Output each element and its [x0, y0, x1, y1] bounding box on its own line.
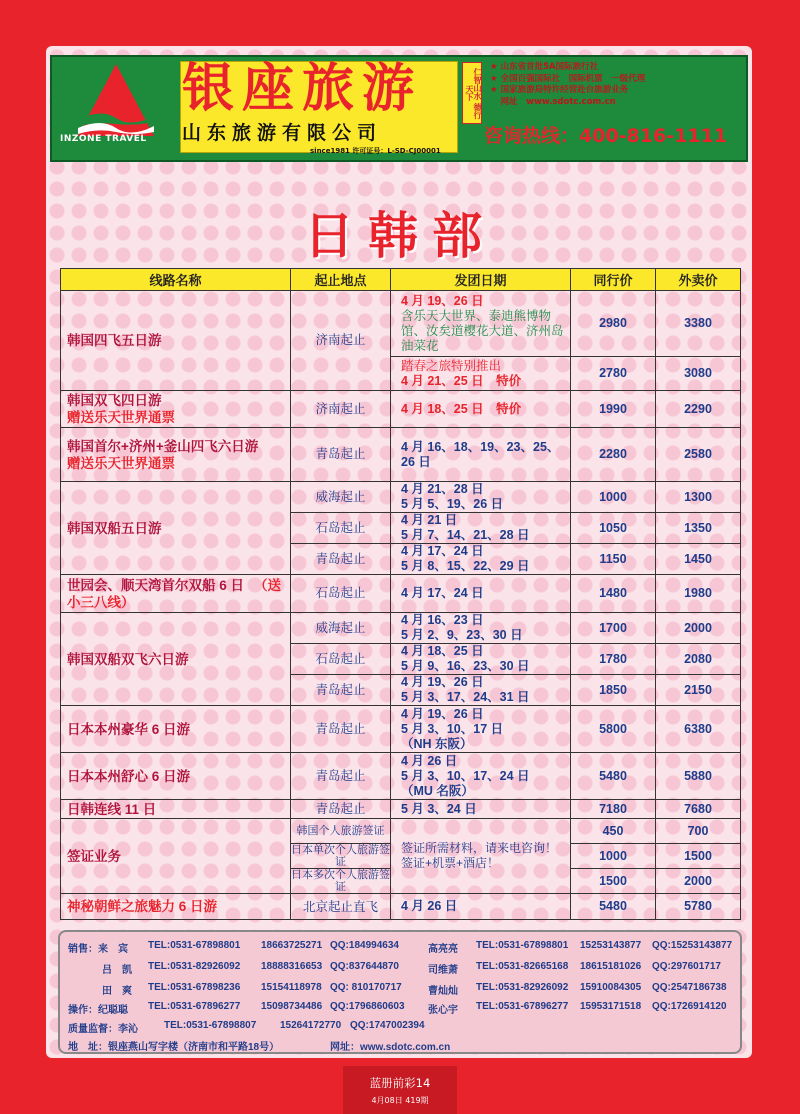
departure-place: 青岛起止 — [291, 544, 391, 575]
departure-dates: 4 月 19、26 日 含乐天大世界、泰迪熊博物馆、汝矣道樱花大道、济州岛油菜花 — [391, 291, 571, 357]
trade-price: 1990 — [571, 391, 656, 428]
retail-price: 2000 — [656, 869, 741, 894]
retail-price: 2290 — [656, 391, 741, 428]
trade-price: 2980 — [571, 291, 656, 357]
contact-box: 销售：来 宾 TEL:0531-67898801 18663725271 QQ:184994634 高亮亮 TEL:0531-67898801 15253143877 QQ:15253143877 吕 凯 TEL:0531-82926092 18888316653 QQ:837644870 司维萧 TEL:0531-82665168 18615181026 QQ:297601717 田 爽 TEL:0531-67898236 15154118978 QQ: 810170717 曹灿灿 TEL:0531-82926092 15910084305 QQ:2547186738 操作：纪聪聪 TEL:0531-67896277 15098734486 QQ:1796860603 张心宇 TEL:0531-67896277 15953171518 QQ:1726914120 质量监督：李沁 TEL:0531-67898807 15264172770 QQ:1747002394 地 址：银座燕山写字楼（济南市和平路18号） 网址：www.sdotc.com.cn — [58, 930, 742, 1054]
column-header: 线路名称 — [61, 269, 291, 291]
page-label: 蓝册前彩14 — [369, 1076, 431, 1090]
retail-price: 6380 — [656, 706, 741, 753]
route-name: 神秘朝鲜之旅魅力 6 日游 — [61, 894, 291, 920]
departure-place: 青岛起止 — [291, 800, 391, 819]
trade-price: 1780 — [571, 644, 656, 675]
route-name: 日本本州舒心 6 日游 — [61, 753, 291, 800]
table-row — [61, 482, 741, 513]
departure-place: 威海起止 — [291, 482, 391, 513]
route-name: 日本本州豪华 6 日游 — [61, 706, 291, 753]
departure-dates: 4 月 18、25 日 5 月 9、16、23、30 日 — [391, 644, 571, 675]
page-title: 日韩部 — [304, 207, 496, 265]
logo-caption: INZONE TRAVEL — [60, 134, 147, 144]
route-name: 韩国四飞五日游 — [61, 291, 291, 391]
page-footer — [343, 1066, 457, 1114]
feature-list — [490, 62, 740, 108]
departure-dates: 5 月 3、24 日 — [391, 800, 571, 819]
retail-price: 3080 — [656, 357, 741, 391]
trade-price: 450 — [571, 819, 656, 844]
trade-price: 1700 — [571, 613, 656, 644]
table-row — [61, 800, 741, 819]
route-name: 日韩连线 11 日 — [61, 800, 291, 819]
departure-dates: 踏春之旅特别推出 4 月 21、25 日 特价 — [391, 357, 571, 391]
tour-price-table — [60, 268, 741, 920]
retail-price: 2080 — [656, 644, 741, 675]
departure-place: 石岛起止 — [291, 644, 391, 675]
departure-dates: 4 月 16、18、19、23、25、26 日 — [391, 428, 571, 482]
retail-price: 1500 — [656, 844, 741, 869]
feature-item: ★ 山东省首批5A国际旅行社 — [490, 62, 599, 72]
retail-price: 2150 — [656, 675, 741, 706]
trade-price: 1000 — [571, 482, 656, 513]
departure-dates: 4 月 26 日 5 月 3、10、17、24 日 （MU 名阪） — [391, 753, 571, 800]
trade-price: 1000 — [571, 844, 656, 869]
departure-dates: 4 月 21、28 日 5 月 5、19、26 日 — [391, 482, 571, 513]
table-row — [61, 706, 741, 753]
retail-price: 3380 — [656, 291, 741, 357]
retail-price: 1450 — [656, 544, 741, 575]
departure-dates: 4 月 21 日 5 月 7、14、21、28 日 — [391, 513, 571, 544]
star-icon: ★ — [490, 85, 498, 95]
trade-price: 2780 — [571, 357, 656, 391]
hotline: 咨询热线：400-816-1111 — [484, 125, 727, 147]
departure-place: 青岛起止 — [291, 428, 391, 482]
trade-price: 5480 — [571, 894, 656, 920]
visa-type: 韩国个人旅游签证 — [291, 819, 391, 844]
table-row — [61, 613, 741, 644]
route-name: 韩国首尔+济州+釜山四飞六日游 赠送乐天世界通票 — [61, 428, 291, 482]
departure-dates: 4 月 16、23 日 5 月 2、9、23、30 日 — [391, 613, 571, 644]
table-row — [61, 291, 741, 357]
departure-place: 济南起止 — [291, 391, 391, 428]
departure-dates: 4 月 17、24 日 5 月 8、15、22、29 日 — [391, 544, 571, 575]
trade-price: 1480 — [571, 575, 656, 613]
visa-type: 日本多次个人旅游签证 — [291, 869, 390, 893]
departure-dates: 4 月 18、25 日 特价 — [391, 391, 571, 428]
column-header: 外卖价 — [656, 269, 741, 291]
departure-place: 青岛起止 — [291, 706, 391, 753]
departure-dates: 4 月 19、26 日 5 月 3、17、24、31 日 — [391, 675, 571, 706]
visa-type: 日本单次个人旅游签证 — [291, 844, 390, 868]
table-row — [61, 428, 741, 482]
brand-name: 银座旅游 — [182, 58, 423, 119]
trade-price: 1050 — [571, 513, 656, 544]
feature-item: ★ 国家旅游局特许经营赴台旅游业务 — [490, 85, 629, 95]
feature-item: 网址 www.sdotc.com.cn — [500, 96, 616, 107]
license-text: since1981 许可证号：L-SD-CJ00001 — [310, 147, 441, 155]
slogan-tag: 仁智山水 德行天下 — [462, 62, 482, 124]
retail-price: 1300 — [656, 482, 741, 513]
trade-price: 1150 — [571, 544, 656, 575]
departure-place: 北京起止直飞 — [291, 894, 391, 920]
trade-price: 1850 — [571, 675, 656, 706]
trade-price: 7180 — [571, 800, 656, 819]
retail-price: 700 — [656, 819, 741, 844]
route-name: 韩国双船五日游 — [61, 482, 291, 575]
retail-price: 5780 — [656, 894, 741, 920]
column-header: 发团日期 — [391, 269, 571, 291]
retail-price: 7680 — [656, 800, 741, 819]
visa-note: 签证所需材料，请来电咨询！ 签证+机票+酒店！ — [391, 819, 571, 894]
departure-dates: 4 月 26 日 — [391, 894, 571, 920]
table-row — [61, 894, 741, 920]
table-row — [61, 575, 741, 613]
departure-dates: 4 月 19、26 日 5 月 3、10、17 日 （NH 东阪） — [391, 706, 571, 753]
trade-price: 1500 — [571, 869, 656, 894]
route-name: 签证业务 — [61, 819, 291, 894]
departure-place: 威海起止 — [291, 613, 391, 644]
column-header: 起止地点 — [291, 269, 391, 291]
trade-price: 5800 — [571, 706, 656, 753]
route-name: 韩国双船双飞六日游 — [61, 613, 291, 706]
trade-price: 5480 — [571, 753, 656, 800]
retail-price: 5880 — [656, 753, 741, 800]
retail-price: 1350 — [656, 513, 741, 544]
departure-place: 青岛起止 — [291, 753, 391, 800]
retail-price: 2580 — [656, 428, 741, 482]
table-row — [61, 753, 741, 800]
trade-price: 2280 — [571, 428, 656, 482]
departure-place: 济南起止 — [291, 291, 391, 391]
star-icon: ★ — [490, 62, 498, 72]
departure-place: 石岛起止 — [291, 575, 391, 613]
issue-label: 4月08日 419期 — [371, 1096, 429, 1105]
retail-price: 2000 — [656, 613, 741, 644]
departure-place: 石岛起止 — [291, 513, 391, 544]
route-name: 世园会、顺天湾首尔双船 6 日 （送小三八线） — [61, 575, 291, 613]
table-header-row — [61, 269, 741, 291]
feature-item: ★ 全国百强国际社 国际机票 一级代理 — [490, 73, 646, 84]
retail-price: 1980 — [656, 575, 741, 613]
company-name: 山东旅游有限公司 — [182, 122, 383, 144]
departure-place: 青岛起止 — [291, 675, 391, 706]
table-row — [61, 391, 741, 428]
column-header: 同行价 — [571, 269, 656, 291]
star-icon: ★ — [490, 73, 498, 84]
table-row — [61, 819, 741, 844]
route-name: 韩国双飞四日游 赠送乐天世界通票 — [61, 391, 291, 428]
departure-dates: 4 月 17、24 日 — [391, 575, 571, 613]
